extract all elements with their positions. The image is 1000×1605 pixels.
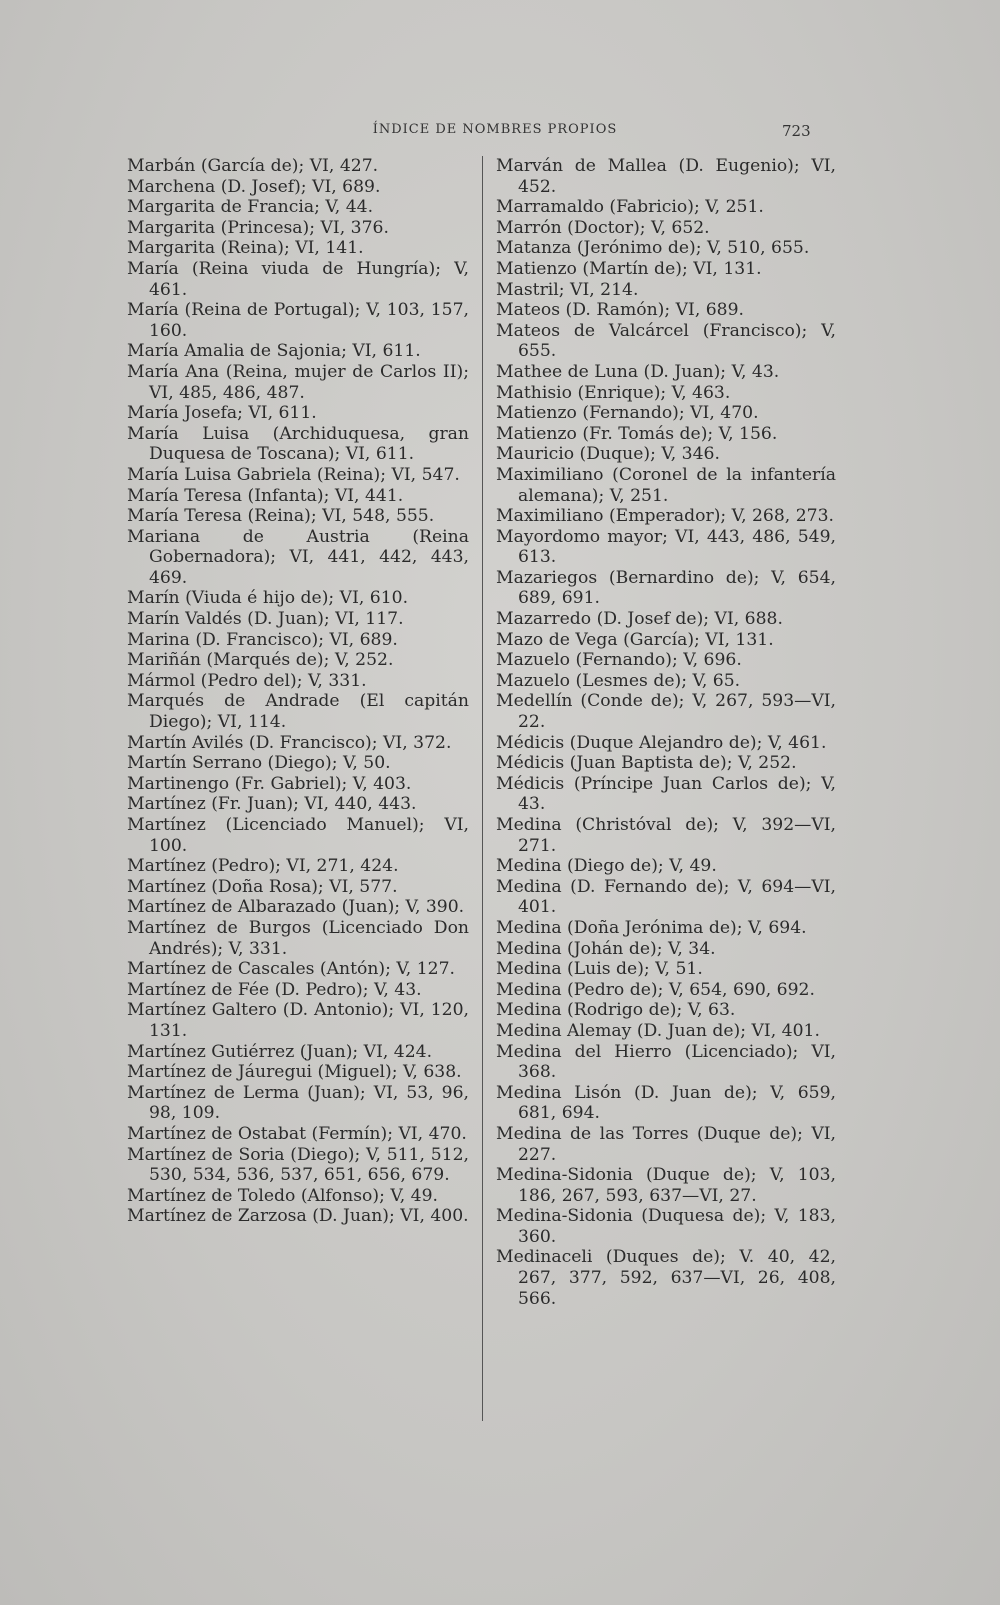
index-entry: Mazo de Vega (García); VI, 131. [496, 629, 774, 650]
index-column-right [496, 156, 836, 1309]
index-entry: Matanza (Jerónimo de); V, 510, 655. [496, 238, 810, 259]
index-entry: Matienzo (Martín de); VI, 131. [496, 258, 762, 279]
index-entry: Medinaceli (Duques de); V. 40, 42, 267, 377, 592, 637—VI, 26, 408, 566. [496, 1247, 836, 1309]
index-entry: María Josefa; VI, 611. [127, 403, 317, 424]
index-entry: Martínez de Lerma (Juan); VI, 53, 96, 98, 109. [127, 1082, 469, 1124]
index-entry: Marín (Viuda é hijo de); VI, 610. [127, 588, 409, 609]
index-entry: Mazuelo (Lesmes de); V, 65. [496, 670, 741, 691]
index-column-left [127, 156, 469, 1227]
index-entry: Martínez de Fée (D. Pedro); V, 43. [127, 979, 422, 1000]
index-entry: Medina (Christóval de); V, 392—VI, 271. [496, 815, 836, 856]
index-entry: Medina Lisón (D. Juan de); V, 659, 681, 694. [496, 1082, 836, 1124]
index-entry: Mármol (Pedro del); V, 331. [127, 670, 367, 691]
index-entry: Medellín (Conde de); V, 267, 593—VI, 22. [496, 691, 836, 733]
index-entry: Mateos (D. Ramón); VI, 689. [496, 300, 745, 321]
index-entry: Martínez de Soria (Diego); V, 511, 512, 530, 534, 536, 537, 651, 656, 679. [127, 1144, 469, 1186]
index-entry: Maximiliano (Coronel de la infantería alemana); V, 251. [496, 464, 836, 506]
index-entry: Martínez de Ostabat (Fermín); VI, 470. [127, 1123, 467, 1144]
index-entry: Martínez (Fr. Juan); VI, 440, 443. [127, 794, 417, 815]
index-entry: Mayordomo mayor; VI, 443, 486, 549, 613. [496, 526, 836, 568]
index-entry: Martínez de Albarazado (Juan); V, 390. [127, 897, 465, 918]
index-entry: Medina-Sidonia (Duque de); V, 103, 186, 267, 593, 637—VI, 27. [496, 1165, 836, 1206]
index-entry: Martínez de Burgos (Licenciado Don Andrés); V, 331. [127, 917, 469, 959]
index-entry: Medina (Rodrigo de); V, 63. [496, 1000, 736, 1021]
index-entry: Medina de las Torres (Duque de); VI, 227. [496, 1123, 836, 1165]
index-entry: Martínez de Zarzosa (D. Juan); VI, 400. [127, 1206, 469, 1227]
index-entry: Margarita (Reina); VI, 141. [127, 238, 364, 259]
index-entry: Medina (Luis de); V, 51. [496, 959, 703, 980]
index-entry: Marramaldo (Fabricio); V, 251. [496, 197, 764, 218]
index-entry: María Luisa (Archiduquesa, gran Duquesa de Toscana); VI, 611. [127, 423, 469, 465]
index-entry: Medina (Pedro de); V, 654, 690, 692. [496, 979, 815, 1000]
index-entry: Mastril; VI, 214. [496, 279, 639, 300]
index-entry: Martinengo (Fr. Gabriel); V, 403. [127, 773, 412, 794]
index-entry: Martín Serrano (Diego); V, 50. [127, 753, 391, 774]
index-entry: Martínez (Doña Rosa); VI, 577. [127, 876, 398, 897]
index-entry: María Teresa (Reina); VI, 548, 555. [127, 506, 435, 527]
index-entry: Mathisio (Enrique); V, 463. [496, 382, 731, 403]
index-entry: Martínez de Toledo (Alfonso); V, 49. [127, 1185, 439, 1206]
index-entry: Medina (Diego de); V, 49. [496, 856, 717, 877]
index-entry: Margarita (Princesa); VI, 376. [127, 217, 389, 238]
index-entry: Marqués de Andrade (El capitán Diego); VI, 114. [127, 691, 469, 733]
index-entry: Marván de Mallea (D. Eugenio); VI, 452. [496, 156, 836, 197]
index-entry: Medina (Doña Jerónima de); V, 694. [496, 917, 807, 938]
index-entry: Mateos de Valcárcel (Francisco); V, 655. [496, 320, 836, 362]
index-entry: Mariana de Austria (Reina Gobernadora); VI, 441, 442, 443, 469. [127, 526, 469, 588]
index-entry: Médicis (Juan Baptista de); V, 252. [496, 753, 797, 774]
index-entry: Mariñán (Marqués de); V, 252. [127, 650, 394, 671]
index-entry: Mazariegos (Bernardino de); V, 654, 689, 691. [496, 567, 836, 609]
index-entry: Medina (Johán de); V, 34. [496, 938, 716, 959]
index-entry: María (Reina de Portugal); V, 103, 157, 160. [127, 300, 469, 341]
index-entry: María Amalia de Sajonia; VI, 611. [127, 341, 421, 362]
index-entry: Martín Avilés (D. Francisco); VI, 372. [127, 732, 452, 753]
index-entry: Médicis (Príncipe Juan Carlos de); V, 43. [496, 773, 836, 815]
index-entry: Matienzo (Fernando); VI, 470. [496, 403, 759, 424]
index-entry: Médicis (Duque Alejandro de); V, 461. [496, 732, 827, 753]
index-entry: Margarita de Francia; V, 44. [127, 197, 374, 218]
index-entry: Medina-Sidonia (Duquesa de); V, 183, 360. [496, 1206, 836, 1247]
index-entry: María (Reina viuda de Hungría); V, 461. [127, 258, 469, 300]
index-entry: Mauricio (Duque); V, 346. [496, 444, 720, 465]
index-entry: Martínez de Jáuregui (Miguel); V, 638. [127, 1062, 462, 1083]
index-entry: Mathee de Luna (D. Juan); V, 43. [496, 361, 780, 382]
index-entry: Marín Valdés (D. Juan); VI, 117. [127, 609, 404, 630]
index-entry: Martínez (Pedro); VI, 271, 424. [127, 856, 399, 877]
page-number: 723 [782, 122, 811, 140]
column-divider [482, 156, 483, 1421]
index-entry: María Teresa (Infanta); VI, 441. [127, 485, 404, 506]
index-entry: María Ana (Reina, mujer de Carlos II); VI, 485, 486, 487. [127, 361, 469, 403]
index-entry: Marchena (D. Josef); VI, 689. [127, 176, 381, 197]
index-entry: Maximiliano (Emperador); V, 268, 273. [496, 506, 834, 527]
index-entry: Matienzo (Fr. Tomás de); V, 156. [496, 423, 778, 444]
index-entry: Medina del Hierro (Licenciado); VI, 368. [496, 1041, 836, 1083]
index-entry: Marbán (García de); VI, 427. [127, 156, 379, 176]
index-entry: Mazarredo (D. Josef de); VI, 688. [496, 609, 783, 630]
index-entry: Marina (D. Francisco); VI, 689. [127, 629, 398, 650]
index-entry: Mazuelo (Fernando); V, 696. [496, 650, 742, 671]
index-entry: Martínez Galtero (D. Antonio); VI, 120, 131. [127, 1000, 469, 1041]
index-entry: Martínez (Licenciado Manuel); VI, 100. [127, 815, 469, 856]
index-entry: María Luisa Gabriela (Reina); VI, 547. [127, 464, 460, 485]
index-entry: Medina (D. Fernando de); V, 694—VI, 401. [496, 876, 836, 918]
index-entry: Medina Alemay (D. Juan de); VI, 401. [496, 1020, 820, 1041]
index-entry: Martínez Gutiérrez (Juan); VI, 424. [127, 1041, 433, 1062]
index-entry: Martínez de Cascales (Antón); V, 127. [127, 959, 455, 980]
index-entry: Marrón (Doctor); V, 652. [496, 217, 710, 238]
running-header: ÍNDICE DE NOMBRES PROPIOS [372, 122, 618, 137]
